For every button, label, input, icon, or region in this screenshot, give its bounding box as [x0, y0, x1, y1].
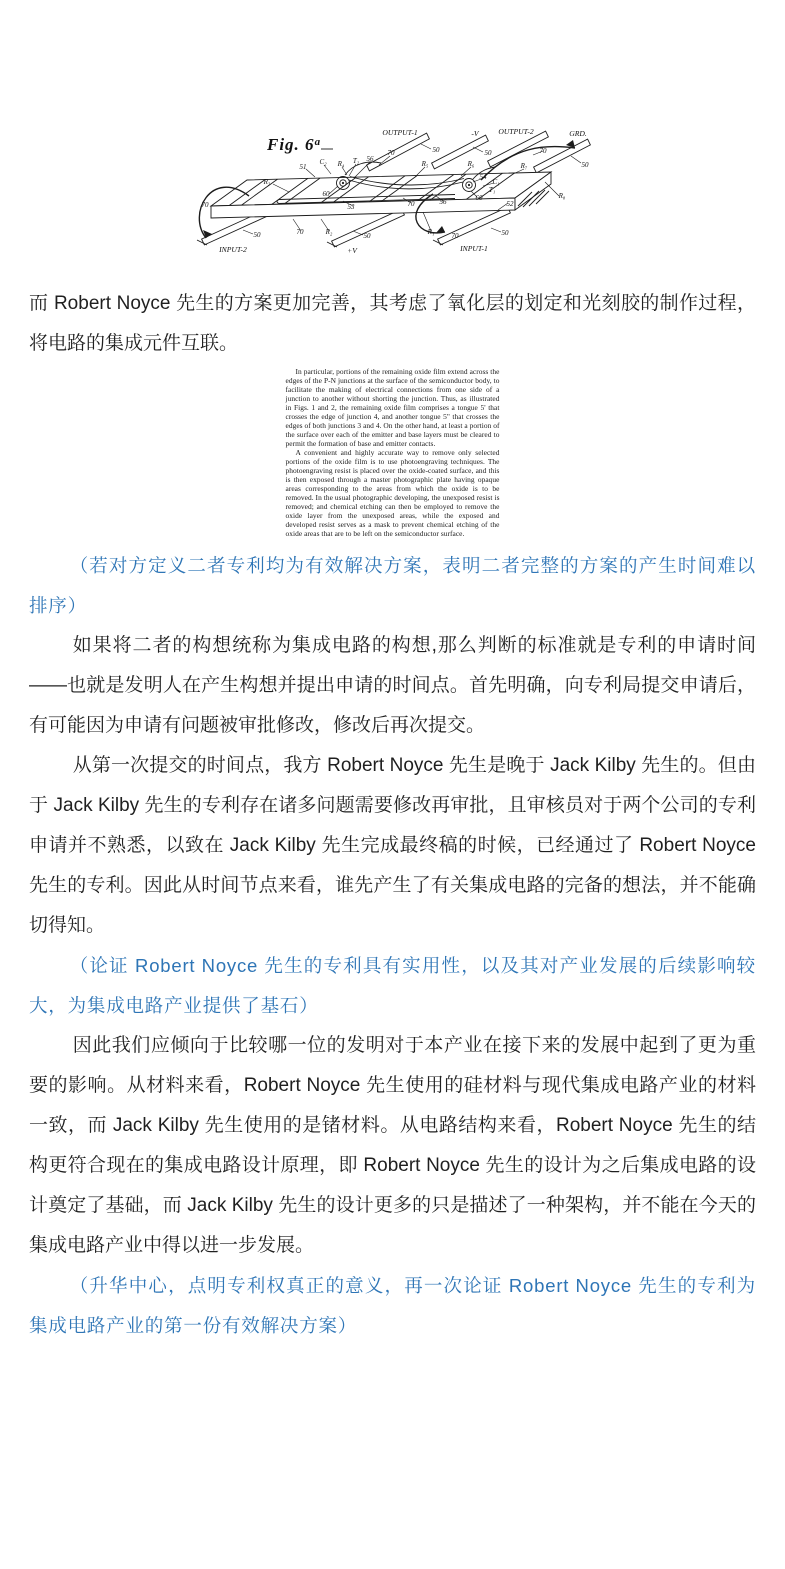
lead-input-1 [437, 207, 510, 245]
fig-label-grd: GRD. [568, 129, 587, 138]
fig-ref-52: 52 [506, 200, 513, 208]
paragraph-timing-2: 从第一次提交的时间点，我方 Robert Noyce 先生是晚于 Jack Kilby 先生的。但由于 Jack Kilby 先生的专利存在诸多问题需要修改再审批，且审核员对于两个公司的专利申请并不熟悉，以致在 Jack Kilby 先生完成最终稿的时候，已经通过了 Robert Noyce 先生的专利。因此从时间节点来看，谁先产生了有关集成电路的完备的想法，并不能确切得知。 [29, 755, 756, 936]
fig-label-c2: C₂ [318, 158, 327, 166]
excerpt-paragraph-1: In particular, portions of the remaining oxide film extend across the edges of the P-N junctions at the surface of the semiconductor body, to facilitate the making of electrical connections from one side of a junction to another without shorting the junction. Thus, as illustrated in Figs. 1 and 2, the remaining oxide film comprises a tongue 5' that crosses the edge of junction 4, and another tongue 5" that crosses the edges of both junctions 3 and 4. On the other hand, at least a portion of the surface over each of the emitter and base layers must be cleared to permit the formation of base and emitter contacts. [285, 367, 500, 448]
patent-figure-drawing [193, 122, 593, 272]
fig-label-r5: R₅ [421, 160, 428, 168]
annotation-utility: （论证 Robert Noyce 先生的专利具有实用性，以及其对产业发展的后续影响较大，为集成电路产业提供了基石） [29, 955, 756, 1016]
fig-label-c1: C₁ [491, 178, 500, 186]
fig-ref-70: 70 [407, 200, 414, 208]
lead-output-1 [366, 133, 429, 171]
lead-neg-v [431, 135, 488, 169]
paragraph-intro: 而 Robert Noyce 先生的方案更加完善，其考虑了氧化层的划定和光刻胶的制作过程，将电路的集成元件互联。 [29, 293, 756, 354]
fig-ref-50: 50 [501, 229, 508, 237]
paragraph-timing-1: 如果将二者的构想统称为集成电路的构想,那么判断的标准就是专利的申请时间——也就是发明人在产生构想并提出申请的时间点。首先明确，向专利局提交申请后，有可能因为申请有问题被审批修改，修改后再次提交。 [29, 635, 756, 736]
fig-ref-60: 60 [475, 194, 482, 202]
paragraph-impact: 因此我们应倾向于比较哪一位的发明对于本产业在接下来的发展中起到了更为重要的影响。从材料来看，Robert Noyce 先生使用的硅材料与现代集成电路产业的材料一致，而 Jack Kilby 先生使用的是锗材料。从电路结构来看，Robert Noyce 先生的结构更符合现在的集成电路设计原理，即 Robert Noyce 先生的设计为之后集成电路的设计奠定了基础，而 Jack Kilby 先生的设计更多的只是描述了一种架构，并不能在今天的集成电路产业中得以进一步发展。 [29, 1035, 756, 1256]
fig-label-r1: R₁ [427, 228, 434, 236]
fig-label-r3: R₃ [263, 178, 270, 186]
fig-label-r2: R₂ [325, 228, 332, 236]
fig-label-input-1: INPUT-1 [459, 244, 488, 253]
annotation-conclusion: （升华中心，点明专利权真正的意义，再一次论证 Robert Noyce 先生的专利为集成电路产业的第一份有效解决方案） [29, 1275, 756, 1336]
fig-label-input-2: INPUT-2 [218, 245, 247, 254]
fig-ref-70: 70 [201, 201, 208, 209]
fig-label-output-1: OUTPUT-1 [381, 128, 418, 137]
fig-ref-70: 70 [296, 228, 303, 236]
fig-ref-53: 53 [347, 203, 354, 211]
figure-caption-superscript: a [314, 136, 321, 148]
fig-ref-51: 51 [299, 163, 306, 171]
fig-ref-50: 50 [432, 146, 439, 154]
fig-label-r4: R₄ [337, 160, 344, 168]
fig-ref-50: 50 [581, 161, 588, 169]
fig-ref-56: 56 [439, 198, 446, 206]
annotation-validity: （若对方定义二者专利均为有效解决方案，表明二者完整的方案的产生时间难以排序） [29, 555, 756, 616]
fig-ref-70: 70 [539, 147, 546, 155]
fig-label-pos-v: +V [346, 246, 357, 255]
fig-label-output-2: OUTPUT-2 [497, 127, 534, 136]
patent-text-image [286, 367, 500, 538]
fig-ref-70: 70 [387, 149, 394, 157]
fig-ref-50: 50 [363, 232, 370, 240]
fig-ref-70: 70 [451, 232, 458, 240]
fig-label-r6: R₆ [467, 160, 474, 168]
fig-ref-60: 60 [322, 190, 329, 198]
patent-figure-6a [193, 122, 593, 272]
figure-caption-base: Fig. 6 [266, 135, 315, 154]
fig-ref-54: 54 [479, 173, 486, 181]
fig-ref-50: 50 [253, 231, 260, 239]
fig-ref-50: 50 [484, 149, 491, 157]
document-page [0, 122, 785, 1569]
fig-label-r8: R₈ [558, 192, 565, 200]
fig-label-neg-v: -V [470, 129, 479, 138]
fig-label-t2: T₂ [352, 157, 359, 165]
fig-label-t1: T₁ [488, 186, 495, 194]
figure-caption [266, 135, 321, 154]
fig-label-r7: R₇ [520, 162, 527, 170]
wire-arrowhead [436, 226, 445, 233]
excerpt-paragraph-2: A convenient and highly accurate way to remove only selected portions of the oxide film is to use photoengraving techniques. The photoengraving resist is placed over the oxide-coated surface, and this is then exposed through a master photographic plate having opaque areas corresponding to the areas from which the oxide is to be removed. In the usual photographic developing, the unexposed resist is removed; and chemical etching can then be employed to remove the oxide layer from the unexposed areas, while the exposed and developed resist serves as a mask to prevent chemical etching of the oxide areas that are to be left on the semiconductor surface. [285, 448, 500, 538]
fig-ref-56: 56 [366, 155, 373, 163]
